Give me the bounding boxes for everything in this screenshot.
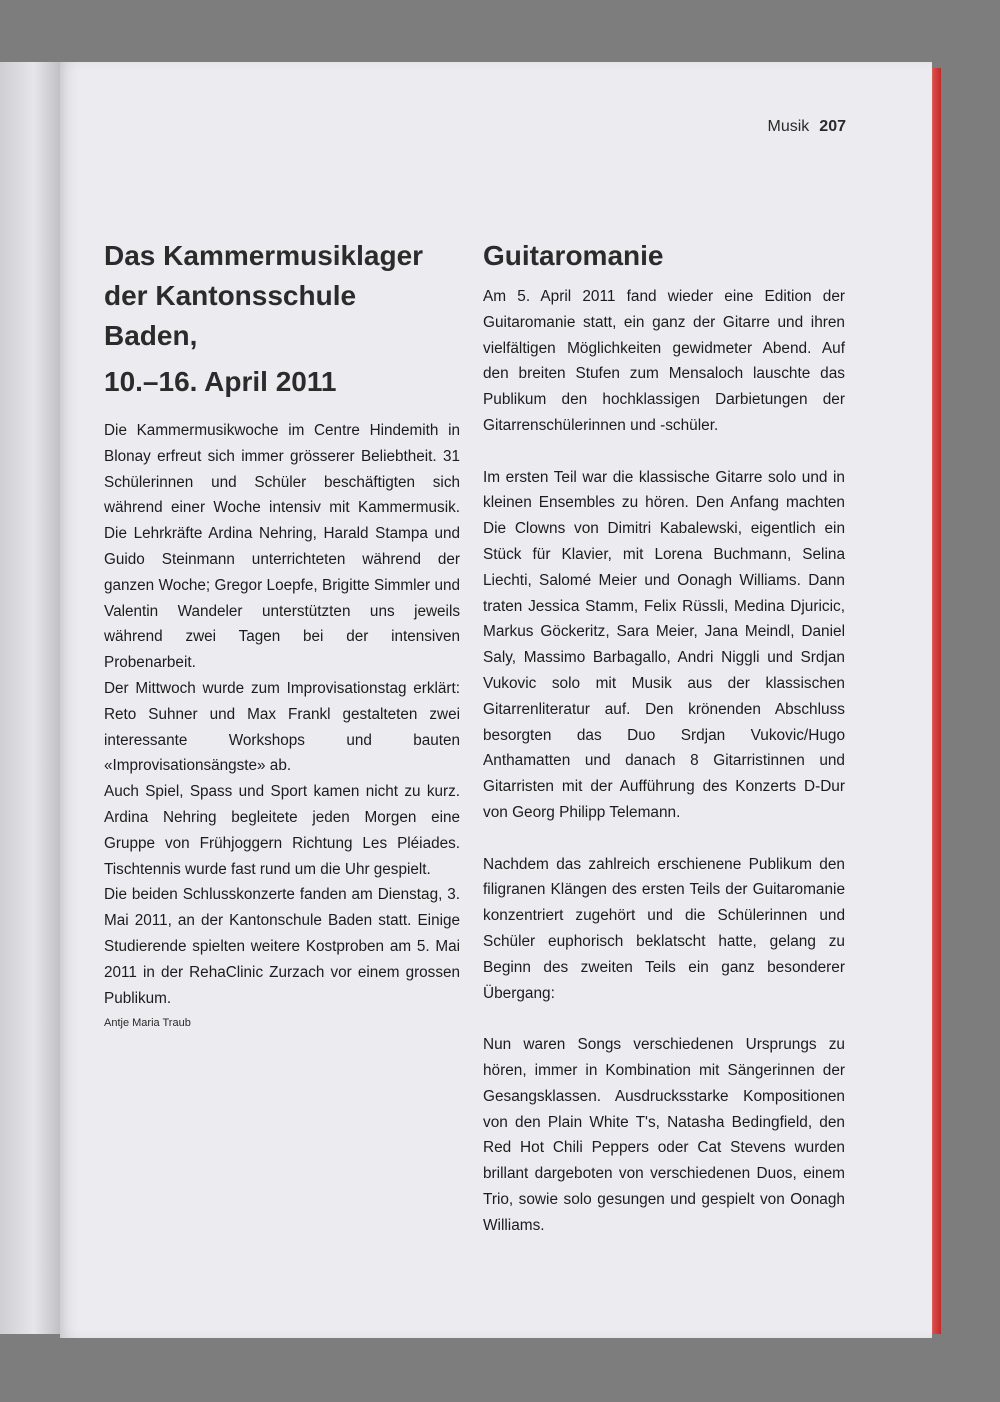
title-line-3: Baden, [104,320,198,351]
page-number: 207 [819,118,846,135]
paragraph: Nachdem das zahlreich erschienene Publikum den filigranen Klängen des ersten Teils der Guitaromanie konzentriert zugehört und die Schülerinnen und Schüler euphorisch beklatscht hatte, gelang zu Beginn des zweiten Teils ein ganz besonderer Übergang: [483,855,845,1002]
article-title: Guitaromanie [483,240,664,271]
title-line-4: 10.–16. April 2011 [104,366,337,397]
title-line-1: Das Kammermusiklager [104,240,424,271]
facing-page-edge [0,62,62,1334]
running-head [600,118,846,136]
paragraph: Der Mittwoch wurde zum Improvisationstag erklärt: Reto Suhner und Max Frankl gestalteten zwei interessante Workshops und bauten «Improvisationsängste» ab. [104,679,460,775]
article-title [104,236,460,402]
paragraph: Am 5. April 2011 fand wieder eine Edition der Guitaromanie statt, ein ganz der Gitarre und ihren vielfältigen Möglichkeiten gewidmeter Abend. Auf den breiten Stufen zum Mensaloch lauschte das Publikum den hochklassigen Darbietungen der Gitarrenschülerinnen und -schüler. [483,288,845,434]
author-byline: Antje Maria Traub [104,1017,191,1030]
title-line-2: der Kantonsschule [104,280,357,311]
paragraph: Im ersten Teil war die klassische Gitarre solo und in kleinen Ensembles zu hören. Den Anfang machten Die Clowns von Dimitri Kabalewski, eigentlich ein Stück für Klavier, mit Lorena Buchmann, Selina Liechti, Salomé Meier und Oonagh Williams. Dann traten Jessica Stamm, Felix Rüssli, Medina Djuricic, Markus Göckeritz, Sara Meier, Jana Meindl, Daniel Saly, Massimo Barbagallo, Andri Niggli und Srdjan Vukovic solo mit Musik aus der klassischen Gitarrenliteratur auf. Den krönenden Abschluss besorgten das Duo Srdjan Vukovic/Hugo Anthamatten und danach 8 Gitarristinnen und Gitarristen mit der Aufführung des Konzerts D-Dur von Georg Philipp Telemann. [483,468,845,821]
article-kammermusiklager [104,236,460,1029]
paragraph: Die Kammermusikwoche im Centre Hindemith in Blonay erfreut sich immer grösserer Beliebtheit. 31 Schülerinnen und Schüler beschäftigten sich während einer Woche intensiv mit Kammermusik. Die Lehrkräfte Ardina Nehring, Harald Stampa und Guido Steinmann unterrichteten während der ganzen Woche; Gregor Loepfe, Brigitte Simmler und Valentin Wandeler unterstützten uns jeweils während zwei Tagen bei der intensiven Probenarbeit. [104,422,460,672]
paragraph: Auch Spiel, Spass und Sport kamen nicht zu kurz. Ardina Nehring begleitete jeden Morgen eine Gruppe von Frühjoggern Richtung Les Pléiades. Tischtennis wurde fast rund um die Uhr gespielt. [104,783,460,878]
paragraph: Nun waren Songs verschiedenen Ursprungs zu hören, immer in Kombination mit Sängerinnen der Gesangsklassen. Ausdrucksstarke Kompositionen von den Plain White T's, Natasha Bedingfield, den Red Hot Chili Peppers oder Cat Stevens wurden brillant dargeboten von verschiedenen Duos, einem Trio, sowie solo gesungen und gespielt von Oonagh Williams. [483,1036,845,1234]
paragraph: Die beiden Schlusskonzerte fanden am Dienstag, 3. Mai 2011, an der Kantonschule Baden statt. Einige Studierende spielten weitere Kostproben am 5. Mai 2011 in der RehaClinic Zurzach vor einem grossen Publikum. [104,886,460,1007]
section-name: Musik [767,118,810,135]
article-guitaromanie [483,236,845,1238]
